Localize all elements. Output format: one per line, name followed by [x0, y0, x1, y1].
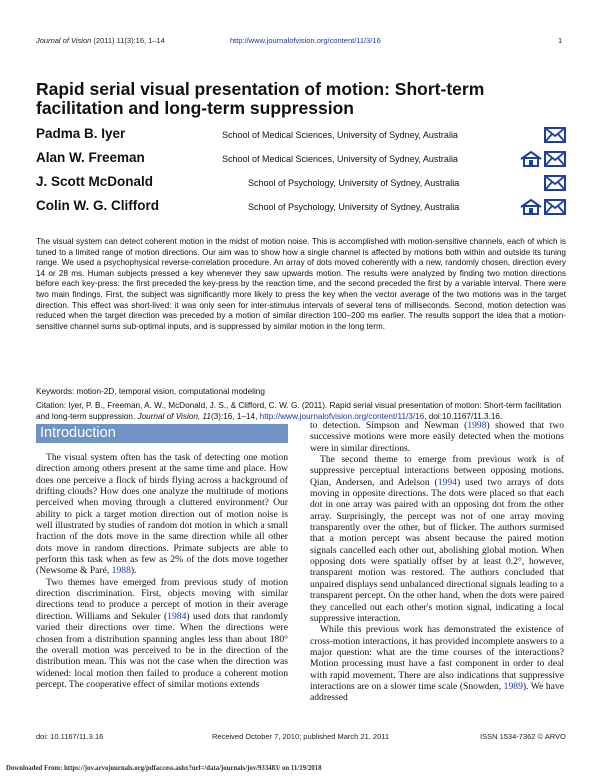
paragraph-text: Two themes have emerged from previous study of motion direction discrimination. First, objects moving with similar directions tend to produce a percept of motion in their average direction. Williams and Sekuler (: [36, 576, 288, 622]
section-heading-text: Introduction: [40, 425, 116, 441]
paragraph: [310, 420, 564, 454]
paragraph-text: ) showed that two successive motions were more easily detected when the motions were in similar directions.: [310, 420, 564, 454]
journal-citation: (2011) 11(3):16, 1–14: [93, 36, 165, 45]
paragraph-text: to detection. Simpson and Newman (: [310, 420, 468, 431]
citation: [36, 401, 566, 422]
citation-url[interactable]: http://www.journalofvision.org/content/11/3/16: [259, 411, 425, 421]
paragraph-text: While this previous work has demonstrated the existence of cross-motion interactions, it has provided incomplete answers to a major question: what are the time courses of the interactions? Motion processing must have a fast component in order to deal with rapid movement. There are also indications that suppressive interactions are on a slower time scale (Snowden,: [310, 624, 564, 692]
author-affiliation: School of Psychology, University of Sydney, Australia: [248, 178, 460, 188]
author-affiliation: School of Medical Sciences, University of Sydney, Australia: [222, 130, 458, 140]
author-affiliation: School of Medical Sciences, University of Sydney, Australia: [222, 154, 458, 164]
keywords: Keywords: motion-2D, temporal vision, computational modeling: [36, 387, 265, 396]
download-line: Downloaded From: https://jov.arvojournals.org/pdfaccess.ashx?url=/data/journals/jov/933483/ on 11/19/2018: [6, 765, 322, 772]
paragraph-text: ).: [130, 565, 137, 577]
journal-name: Journal of Vision: [36, 36, 92, 45]
email-icon[interactable]: [544, 199, 566, 215]
citation-doi: , doi:10.1167/11.3.16.: [424, 411, 503, 421]
author-row: [36, 198, 566, 220]
author-name: Alan W. Freeman: [36, 150, 145, 165]
section-heading: [36, 424, 288, 443]
reference-link[interactable]: 1989: [503, 680, 523, 692]
paragraph: [36, 452, 288, 577]
reference-link[interactable]: 1998: [467, 420, 487, 431]
header-url[interactable]: http://www.journalofvision.org/content/11/3/16: [230, 36, 381, 45]
email-icon[interactable]: [544, 127, 566, 143]
paragraph-text: ) used dots that randomly varied their directions over time. When the directions were chosen from a distribution spanning angles less than about 180° the overall motion was perceived to be in the direction of the distribution mean. This was not the case when the direction was widened: local motion then failed to produce a coherent motion percept. The cooperative effect of similar motions extends: [36, 610, 288, 690]
footer-doi: doi: 10.1167/11.3.16: [36, 732, 104, 741]
author-row: [36, 150, 566, 172]
paragraph: [310, 624, 564, 703]
home-icon[interactable]: [520, 199, 542, 215]
author-row: [36, 126, 566, 148]
author-name: Padma B. Iyer: [36, 126, 126, 141]
paragraph: [310, 454, 564, 624]
right-column: [310, 420, 564, 704]
email-icon[interactable]: [544, 175, 566, 191]
paragraph-text: ). We have addressed: [310, 680, 564, 704]
footer-issn: ISSN 1534-7362 © ARVO: [480, 732, 566, 741]
left-column: [36, 452, 288, 690]
citation-text: Citation: Iyer, P. B., Freeman, A. W., McDonald, J. S., & Clifford, C. W. G. (2011). Rapid serial visual presentation of motion: Short-term facilitation and long-term suppression.: [36, 401, 562, 421]
author-name: J. Scott McDonald: [36, 174, 154, 189]
paragraph: [36, 577, 288, 690]
reference-link[interactable]: 1984: [167, 610, 187, 622]
author-name: Colin W. G. Clifford: [36, 198, 159, 213]
author-affiliation: School of Psychology, University of Sydney, Australia: [248, 202, 460, 212]
reference-link[interactable]: 1994: [437, 476, 457, 488]
reference-link[interactable]: 1988: [111, 565, 131, 577]
running-header: [36, 36, 165, 45]
email-icon[interactable]: [544, 151, 566, 167]
abstract: The visual system can detect coherent motion in the midst of motion noise. This is accomplished with motion-sensitive channels, each of which is tuned to a limited range of motion directions. Our aim was to show how a single channel is affected by motions both within and outside its tuning range. We used a psychophysical reverse-correlation procedure. An array of dots moved coherently with a new, randomly chosen, direction every 14 or 28 ms. Human subjects pressed a key whenever they saw upwards motion. The results were analyzed by finding two motion directions before each key-press: the first preceded the key-press by the reaction time, and the second preceded the first by a variable interval. There were two main findings. First, the subject was significantly more likely to press the key when the vector average of the two motions was in the target direction. This effect was short-lived: it was only seen for inter-stimulus intervals of several tens of milliseconds. Second, motion detection was reduced when the target direction was preceded by a motion of similar direction 100–200 ms earlier. The results support the idea that a motion-sensitive channel sums sub-optimal inputs, and is suppressed by similar motion in the long term.: [36, 237, 566, 331]
citation-journal: Journal of Vision, 11: [137, 411, 211, 421]
citation-issue: (3):16, 1–14,: [210, 411, 260, 421]
footer-received: Received October 7, 2010; published March 21, 2011: [212, 732, 390, 741]
paper-title: Rapid serial visual presentation of motion: Short-term facilitation and long-term suppression: [36, 79, 485, 118]
home-icon[interactable]: [520, 151, 542, 167]
paragraph-text: The visual system often has the task of detecting one motion direction among others present at the same time and place. How does one perceive a flock of birds flying across a background of drifting clouds? How does one analyze the multitude of motions perceived when moving through a cluttered environment? Our ability to pick a target motion direction out of motion noise is well illustrated by studies of random dot motion in which a small fraction of the dots move in the same direction while all other dots move in random directions. Primate subjects are able to perform this task when as few as 2% of the dots move together (Newsome & Paré,: [36, 452, 288, 577]
author-row: [36, 174, 566, 196]
paragraph-text: The second theme to emerge from previous work is of suppressive perceptual interactions between opposing motions. Qian, Andersen, and Adelson (: [310, 454, 564, 488]
paragraph-text: ) used two arrays of dots moving in opposite directions. The dots were placed so that each dot in one array was paired with an opposing dot from the other array. Surprisingly, the percept was not of one array moving transparently over the other, but of flicker. The authors surmised that a motion percept was absent because the paired motion signals cancelled each other out, abolishing global motion. When opposing dots were spatially offset by at least 0.2°, however, transparent motion was restored. The authors concluded that unpaired displays send unbalanced directional signals leading to a transparent percept. On the other hand, when the dots were paired they cancelled out each other's motion signal, indicating a local suppressive interaction.: [310, 476, 564, 624]
page-number: 1: [558, 36, 563, 45]
